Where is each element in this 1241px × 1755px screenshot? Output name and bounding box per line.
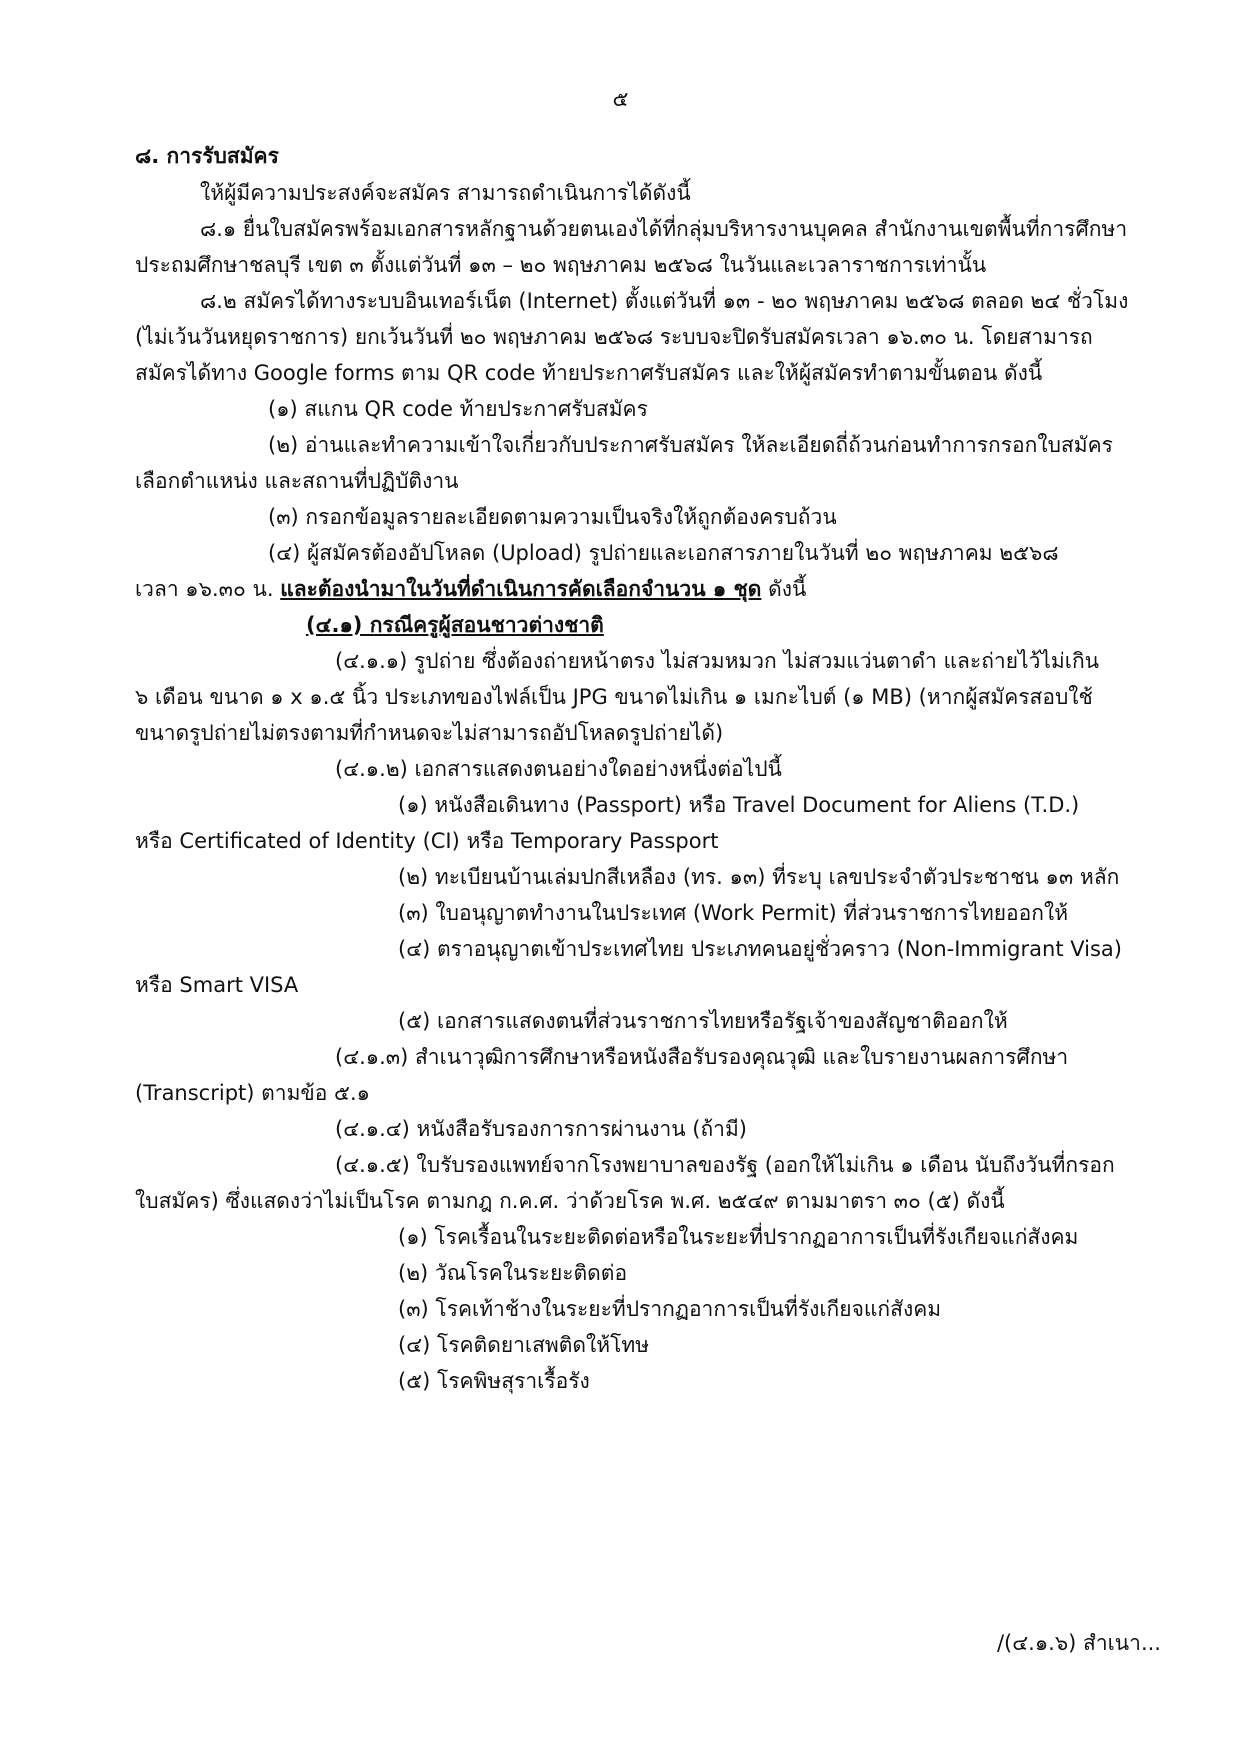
step-item: (๓) กรอกข้อมูลรายละเอียดตามความเป็นจริงให้ถูกต้องครบถ้วน — [268, 505, 837, 529]
step-item: (๑) สแกน QR code ท้ายประกาศรับสมัคร — [268, 397, 648, 421]
paragraph-line: ให้ผู้มีความประสงค์จะสมัคร สามารถดำเนินการได้ดังนี้ — [200, 181, 691, 205]
paragraph-line: หรือ Smart VISA — [135, 973, 299, 997]
list-item: (๓) โรคเท้าช้างในระยะที่ปรากฏอาการเป็นที่รังเกียจแก่สังคม — [398, 1297, 942, 1321]
trailing-text: ดังนี้ — [768, 577, 807, 601]
paragraph-line: หรือ Certificated of Identity (CI) หรือ Temporary Passport — [135, 829, 719, 853]
paragraph-line: ๘.๑ ยื่นใบสมัครพร้อมเอกสารหลักฐานด้วยตนเองได้ที่กลุ่มบริหารงานบุคคล สำนักงานเขตพื้นที่การศึกษา — [200, 217, 1128, 241]
paragraph-line: สมัครได้ทาง Google forms ตาม QR code ท้ายประกาศรับสมัคร และให้ผู้สมัครทำตามขั้นตอน ดังนี้ — [135, 361, 1043, 385]
paragraph-line: (ไม่เว้นวันหยุดราชการ) ยกเว้นวันที่ ๒๐ พฤษภาคม ๒๕๖๘ ระบบจะปิดรับสมัครเวลา ๑๖.๓๐ น. โดยสามารถ — [135, 325, 1093, 349]
paragraph-line: (๔.๑.๒) เอกสารแสดงตนอย่างใดอย่างหนึ่งต่อไปนี้ — [335, 757, 782, 781]
emphasis-text: และต้องนำมาในวันที่ดำเนินการคัดเลือกจำนวน ๑ ชุด — [280, 577, 762, 601]
continuation-note: /(๔.๑.๖) สำเนา... — [996, 1631, 1161, 1655]
paragraph-line: ๖ เดือน ขนาด ๑ x ๑.๕ นิ้ว ประเภทของไฟล์เป็น JPG ขนาดไม่เกิน ๑ เมกะไบต์ (๑ MB) (หากผู้สมัครสอบใช้ — [135, 685, 1093, 709]
list-item: (๔) ตราอนุญาตเข้าประเทศไทย ประเภทคนอยู่ชั่วคราว (Non-Immigrant Visa) — [398, 937, 1122, 961]
paragraph-line: (๔.๑.๓) สำเนาวุฒิการศึกษาหรือหนังสือรับรองคุณวุฒิ และใบรายงานผลการศึกษา — [335, 1045, 1069, 1069]
time-text: เวลา ๑๖.๓๐ น. — [135, 577, 274, 601]
subsection-heading: (๔.๑) กรณีครูผู้สอนชาวต่างชาติ — [306, 613, 604, 637]
list-item: (๕) โรคพิษสุราเรื้อรัง — [398, 1369, 590, 1393]
page-number: ๕ — [612, 87, 629, 111]
list-item: (๑) หนังสือเดินทาง (Passport) หรือ Travel Document for Aliens (T.D.) — [398, 793, 1080, 817]
paragraph-line: เลือกตำแหน่ง และสถานที่ปฏิบัติงาน — [135, 469, 459, 493]
list-item: (๒) วัณโรคในระยะติดต่อ — [398, 1261, 628, 1285]
paragraph-line: ประถมศึกษาชลบุรี เขต ๓ ตั้งแต่วันที่ ๑๓ – ๒๐ พฤษภาคม ๒๕๖๘ ในวันและเวลาราชการเท่านั้น — [135, 253, 987, 277]
list-item: (๑) โรคเรื้อนในระยะติดต่อหรือในระยะที่ปรากฏอาการเป็นที่รังเกียจแก่สังคม — [398, 1225, 1079, 1249]
paragraph-line: ขนาดรูปถ่ายไม่ตรงตามที่กำหนดจะไม่สามารถอัปโหลดรูปถ่ายได้) — [135, 721, 724, 745]
step-item: (๔) ผู้สมัครต้องอัปโหลด (Upload) รูปถ่ายและเอกสารภายในวันที่ ๒๐ พฤษภาคม ๒๕๖๘ — [268, 541, 1059, 565]
section-heading: ๘. การรับสมัคร — [135, 144, 279, 168]
paragraph-line — [135, 574, 806, 604]
list-item: (๕) เอกสารแสดงตนที่ส่วนราชการไทยหรือรัฐเจ้าของสัญชาติออกให้ — [398, 1009, 1008, 1033]
paragraph-line: (๔.๑.๔) หนังสือรับรองการการผ่านงาน (ถ้ามี) — [335, 1117, 748, 1141]
paragraph-line: ๘.๒ สมัครได้ทางระบบอินเทอร์เน็ต (Internet) ตั้งแต่วันที่ ๑๓ - ๒๐ พฤษภาคม ๒๕๖๘ ตลอด ๒๔ ชั่วโมง — [200, 289, 1129, 313]
list-item: (๔) โรคติดยาเสพติดให้โทษ — [398, 1333, 650, 1357]
paragraph-line: (Transcript) ตามข้อ ๕.๑ — [135, 1081, 370, 1105]
list-item: (๓) ใบอนุญาตทำงานในประเทศ (Work Permit) ที่ส่วนราชการไทยออกให้ — [398, 901, 1069, 925]
paragraph-line: (๔.๑.๑) รูปถ่าย ซึ่งต้องถ่ายหน้าตรง ไม่สวมหมวก ไม่สวมแว่นตาดำ และถ่ายไว้ไม่เกิน — [335, 649, 1100, 673]
step-item: (๒) อ่านและทำความเข้าใจเกี่ยวกับประกาศรับสมัคร ให้ละเอียดถี่ถ้วนก่อนทำการกรอกใบสมัคร — [268, 433, 1113, 457]
paragraph-line: (๔.๑.๕) ใบรับรองแพทย์จากโรงพยาบาลของรัฐ (ออกให้ไม่เกิน ๑ เดือน นับถึงวันที่กรอก — [335, 1153, 1115, 1177]
paragraph-line: ใบสมัคร) ซึ่งแสดงว่าไม่เป็นโรค ตามกฎ ก.ค.ศ. ว่าด้วยโรค พ.ศ. ๒๕๔๙ ตามมาตรา ๓๐ (๕) ดังนี้ — [135, 1189, 1005, 1213]
list-item: (๒) ทะเบียนบ้านเล่มปกสีเหลือง (ทร. ๑๓) ที่ระบุ เลขประจำตัวประชาชน ๑๓ หลัก — [398, 865, 1120, 889]
